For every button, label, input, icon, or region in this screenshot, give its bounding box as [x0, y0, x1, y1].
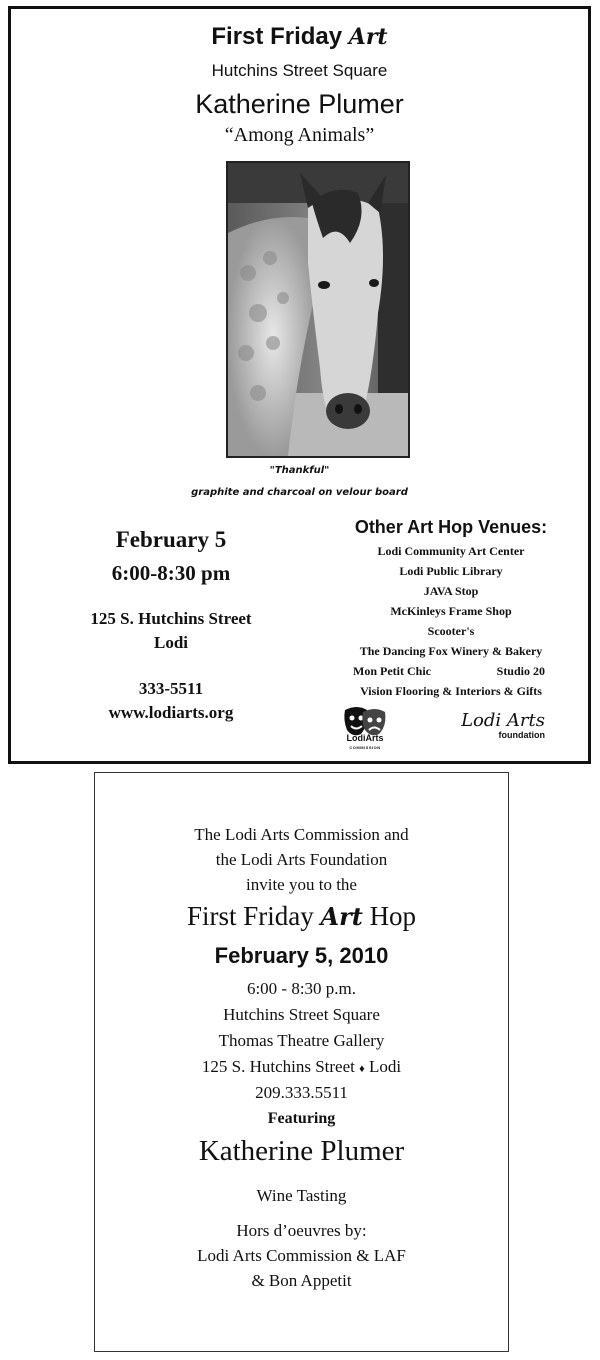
- horse-artwork-image: [226, 161, 410, 458]
- foundation-logo-name: Lodi Arts: [461, 710, 545, 731]
- back-intro-line-3: invite you to the: [246, 875, 357, 894]
- back-intro-line-2: the Lodi Arts Foundation: [215, 850, 388, 869]
- front-show-title: “Among Animals”: [224, 124, 375, 146]
- horse-drawing-icon: [228, 163, 408, 456]
- back-wine-tasting: Wine Tasting: [256, 1186, 347, 1205]
- back-title-hop: Hop: [369, 901, 417, 931]
- front-address: 125 S. Hutchins Street: [90, 609, 252, 628]
- back-hors-line-2: & Bon Appetit: [251, 1271, 352, 1290]
- commission-logo-name: LodiArts: [346, 733, 384, 743]
- venue-row: [331, 661, 571, 681]
- front-phone: 333-5511: [138, 679, 204, 698]
- venue-item: Lodi Public Library: [399, 564, 503, 578]
- front-title: [11, 23, 588, 51]
- front-artist-name: Katherine Plumer: [195, 89, 404, 119]
- front-venue: Hutchins Street Square: [211, 61, 388, 80]
- venue-item: Scooter's: [427, 624, 475, 638]
- back-city: Lodi: [369, 1057, 402, 1076]
- artwork-medium: graphite and charcoal on velour board: [191, 487, 408, 498]
- commission-logo-sub: COMMISSION: [349, 745, 381, 750]
- venue-item: JAVA Stop: [423, 584, 479, 598]
- back-title-first: First Friday: [186, 901, 314, 931]
- front-city: Lodi: [153, 633, 189, 652]
- back-title-art: Art: [320, 902, 363, 931]
- back-address-line: [95, 1057, 508, 1077]
- venue-item: Lodi Community Art Center: [377, 544, 525, 558]
- front-title-art: Art: [348, 24, 388, 50]
- foundation-logo-sub: foundation: [498, 730, 545, 740]
- front-date: February 5: [115, 527, 227, 552]
- flyer-front: [8, 6, 591, 764]
- back-intro-line-1: The Lodi Arts Commission and: [194, 825, 409, 844]
- back-event-title: [95, 901, 508, 932]
- back-hors-heading: Hors d’oeuvres by:: [236, 1221, 367, 1240]
- back-hors-line-1: Lodi Arts Commission & LAF: [197, 1246, 406, 1265]
- front-title-main: First Friday: [211, 23, 343, 50]
- back-gallery: Thomas Theatre Gallery: [218, 1031, 385, 1050]
- arts-foundation-logo: [453, 712, 553, 740]
- other-venues-list: [331, 517, 571, 701]
- venue-item: Studio 20: [496, 664, 545, 678]
- arts-commission-logo: [334, 734, 396, 752]
- front-time: 6:00-8:30 pm: [111, 561, 231, 585]
- back-phone: 209.333.5511: [255, 1083, 348, 1102]
- back-venue: Hutchins Street Square: [223, 1005, 380, 1024]
- diamond-separator-icon: ♦: [359, 1063, 365, 1075]
- artwork-title: "Thankful": [269, 465, 330, 476]
- venue-item: Mon Petit Chic: [353, 664, 431, 678]
- back-artist-name: Katherine Plumer: [198, 1135, 405, 1167]
- back-date: February 5, 2010: [214, 943, 389, 968]
- front-website-link[interactable]: www.lodiarts.org: [108, 703, 234, 722]
- venues-heading: Other Art Hop Venues:: [354, 517, 548, 537]
- flyer-back: [94, 772, 509, 1352]
- back-featuring-label: Featuring: [267, 1110, 336, 1127]
- back-time: 6:00 - 8:30 p.m.: [246, 979, 357, 998]
- venue-item: McKinleys Frame Shop: [390, 604, 512, 618]
- back-address: 125 S. Hutchins Street: [201, 1057, 355, 1076]
- venue-item: The Dancing Fox Winery & Bakery: [359, 644, 543, 658]
- venue-item: Vision Flooring & Interiors & Gifts: [360, 684, 542, 698]
